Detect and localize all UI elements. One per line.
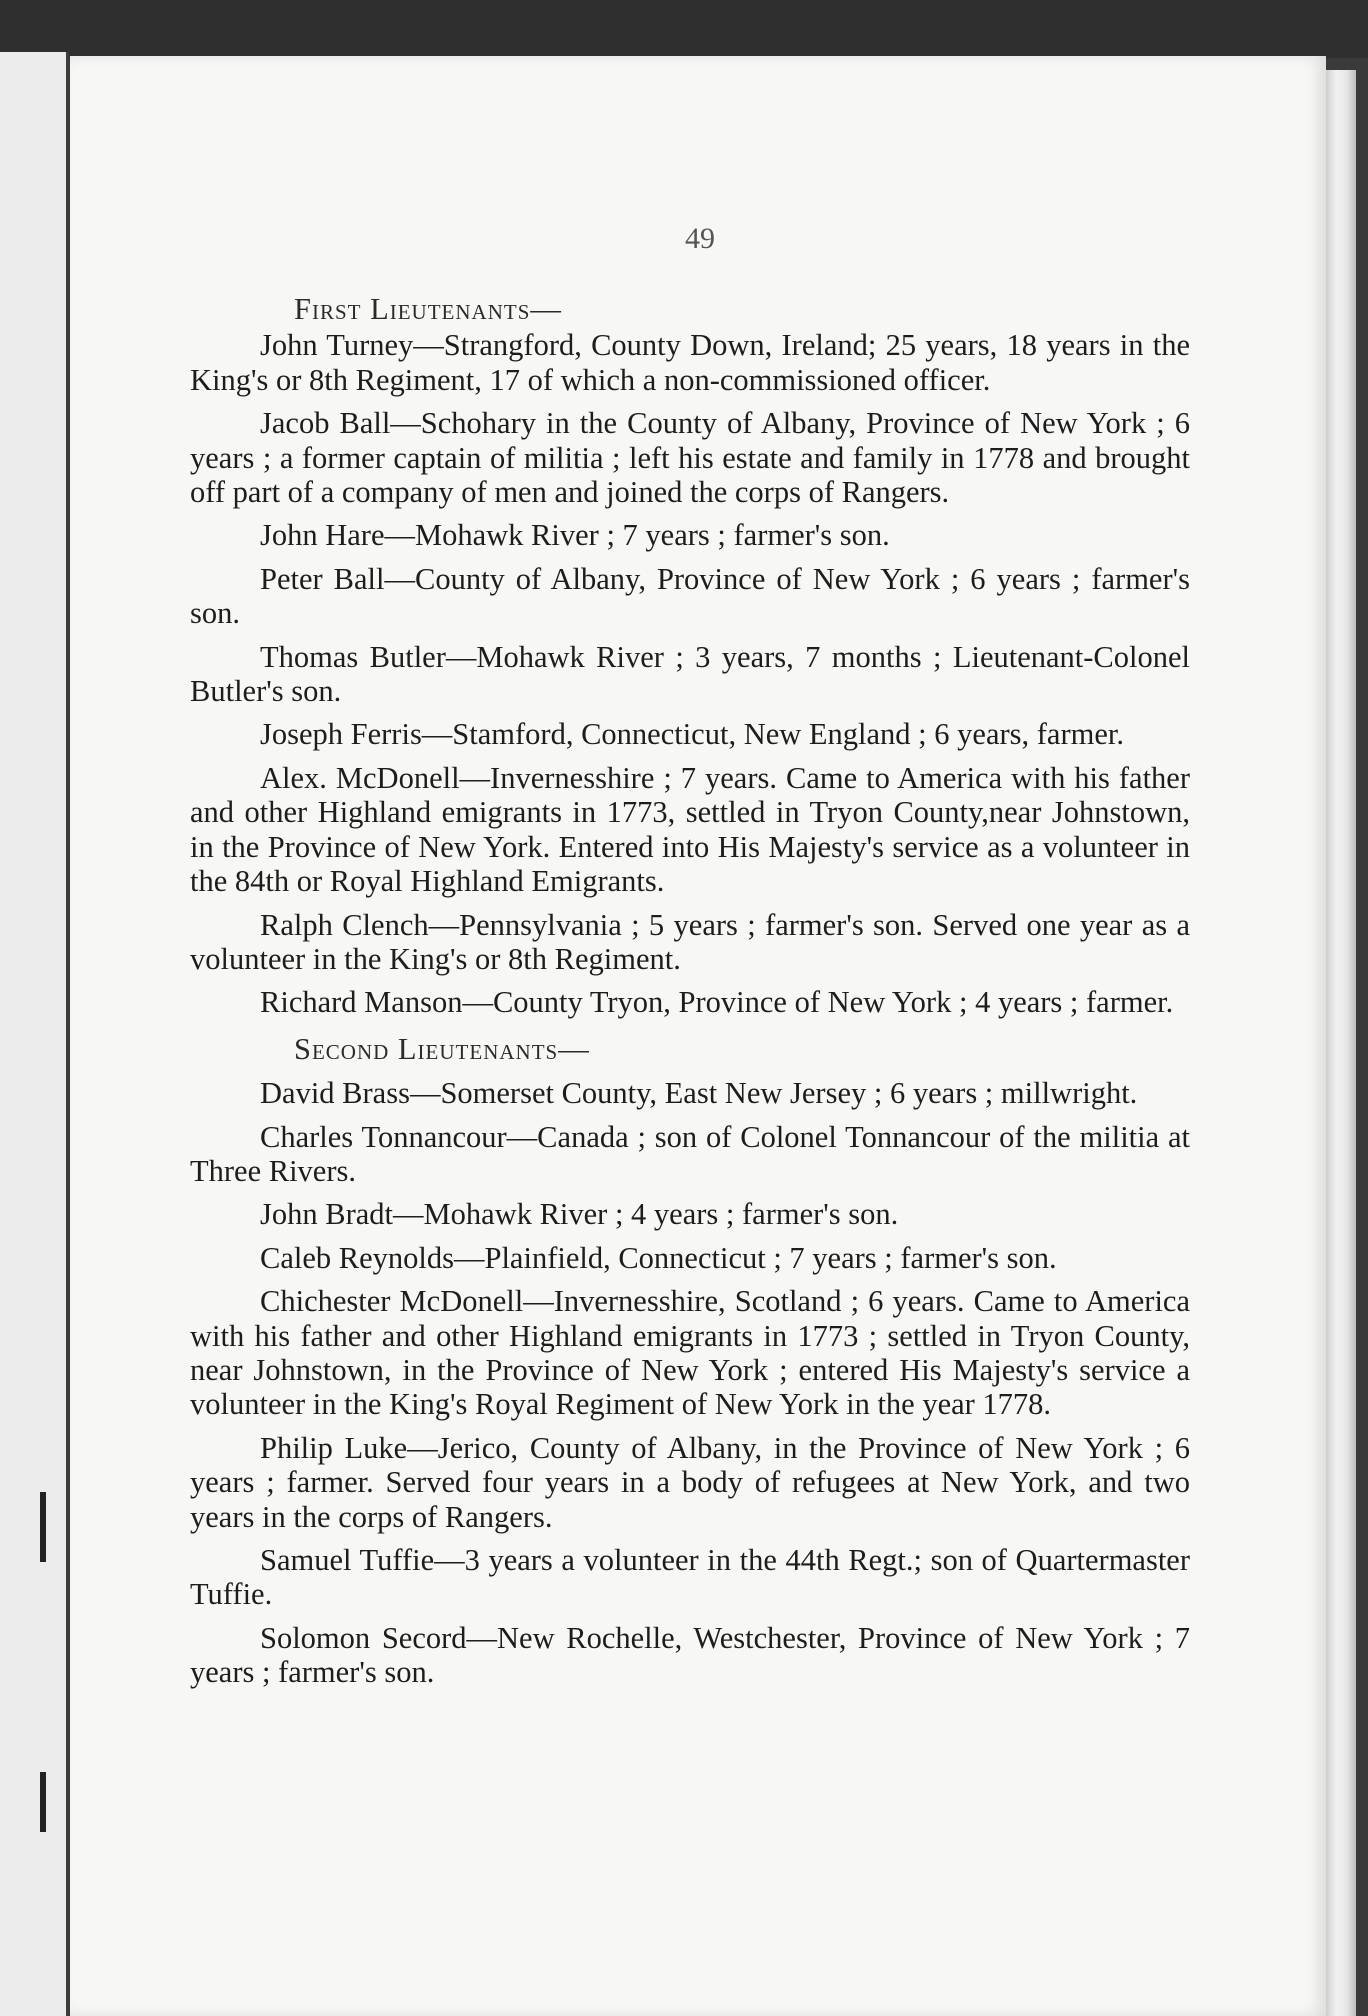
section-heading-first-lieutenants: First Lieutenants—: [294, 292, 562, 326]
ink-mark: [40, 1772, 46, 1832]
ink-mark: [40, 1492, 46, 1562]
facing-page-edge: [0, 52, 69, 2016]
entry-richard-manson: Richard Manson—County Tryon, Province of New York ; 4 years ; farmer.: [260, 985, 1174, 1020]
entry-philip-luke: Philip Luke—Jerico, County of Albany, in the Province of New York ; 6 years ; farmer. Served four years in a body of refugees at New York, and two years in the corps of Rangers.: [190, 1430, 1190, 1534]
entry-peter-ball: Peter Ball—County of Albany, Province of New York ; 6 years ; farmer's son.: [190, 561, 1190, 631]
page-body: [190, 292, 1190, 1699]
entry-alex-mcdonell: Alex. McDonell—Invernesshire ; 7 years. Came to America with his father and other Highland emigrants in 1773, settled in Tryon County,near Johnstown, in the Province of New York. Entered into His Majesty's service as a volunteer in the 84th or Royal Highland Emigrants.: [190, 760, 1190, 899]
entry-john-turney: John Turney—Strangford, County Down, Ireland; 25 years, 18 years in the King's or 8th Regiment, 17 of which a non-commissioned officer.: [190, 328, 1190, 397]
entry-solomon-secord: Solomon Secord—New Rochelle, Westchester, Province of New York ; 7 years ; farmer's son.: [190, 1620, 1190, 1690]
entry-samuel-tuffie: Samuel Tuffie—3 years a volunteer in the 44th Regt.; son of Quartermaster Tuffie.: [190, 1543, 1190, 1612]
scan-background: [0, 0, 1368, 58]
entry-david-brass: David Brass—Somerset County, East New Jersey ; 6 years ; millwright.: [260, 1076, 1138, 1111]
entry-joseph-ferris: Joseph Ferris—Stamford, Connecticut, New England ; 6 years, farmer.: [260, 717, 1124, 752]
page-number: 49: [685, 222, 715, 255]
entry-thomas-butler: Thomas Butler—Mohawk River ; 3 years, 7 months ; Lieutenant-Colonel Butler's son.: [190, 639, 1190, 709]
section-heading-second-lieutenants: Second Lieutenants—: [294, 1031, 590, 1066]
entry-john-hare: John Hare—Mohawk River ; 7 years ; farmer's son.: [260, 518, 890, 553]
entry-caleb-reynolds: Caleb Reynolds—Plainfield, Connecticut ; 7 years ; farmer's son.: [260, 1240, 1057, 1275]
entry-charles-tonnancour: Charles Tonnancour—Canada ; son of Colonel Tonnancour of the militia at Three Rivers.: [190, 1119, 1190, 1188]
entry-john-bradt: John Bradt—Mohawk River ; 4 years ; farmer's son.: [260, 1197, 899, 1232]
entry-chichester-mcdonell: Chichester McDonell—Invernesshire, Scotland ; 6 years. Came to America with his father and other Highland emigrants in 1773 ; settled in Tryon County, near Johnstown, in the Province of New York ; entered His Majesty's service a volunteer in the King's Royal Regiment of New York in the year 1778.: [190, 1284, 1190, 1422]
page-edge: [1326, 70, 1356, 2016]
entry-jacob-ball: Jacob Ball—Schohary in the County of Albany, Province of New York ; 6 years ; a former captain of militia ; left his estate and family in 1778 and brought off part of a company of men and joined the corps of Rangers.: [190, 406, 1190, 510]
entry-ralph-clench: Ralph Clench—Pennsylvania ; 5 years ; farmer's son. Served one year as a volunteer in the King's or 8th Regiment.: [190, 907, 1190, 976]
